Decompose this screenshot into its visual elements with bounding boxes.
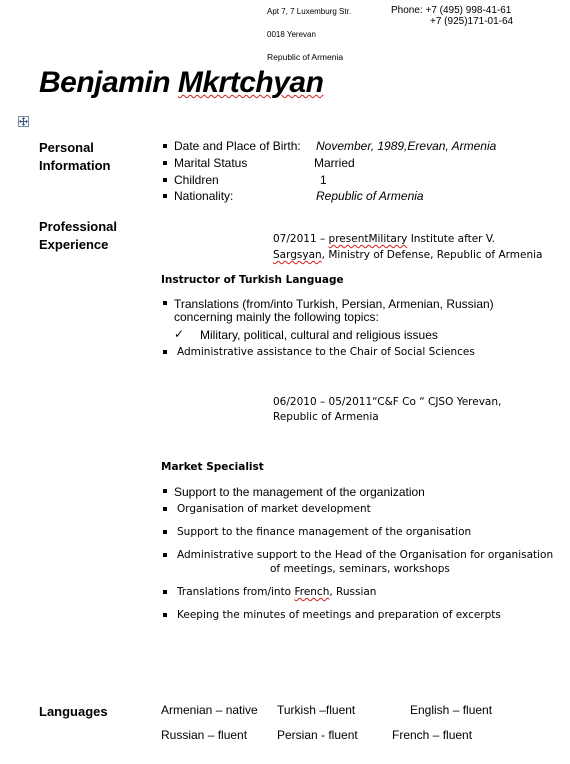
bullet-icon	[163, 489, 167, 493]
personal-value-birth: November, 1989,Erevan, Armenia	[316, 139, 497, 153]
personal-value-marital: Married	[314, 156, 355, 170]
bullet-icon	[163, 530, 167, 534]
bullet-icon	[163, 301, 167, 305]
language-turkish: Turkish –fluent	[277, 703, 356, 717]
job1-employer-name: Sargsyan	[273, 249, 322, 261]
language-armenian: Armenian – native	[161, 703, 258, 717]
move-handle-icon[interactable]	[18, 116, 29, 127]
bullet-icon	[163, 553, 167, 557]
experience-heading-line-1: Professional	[39, 219, 118, 234]
job2-bullet5-french: French	[294, 586, 330, 598]
bullet-icon	[163, 613, 167, 617]
job2-bullet4-line1: Administrative support to the Head of the Organisation for organisation	[177, 549, 554, 561]
language-french: French – fluent	[392, 728, 473, 742]
job1-bullet1-line1: Translations (from/into Turkish, Persian, Armenian, Russian)	[174, 297, 494, 311]
bullet-icon	[163, 194, 167, 198]
personal-label-children: Children	[174, 173, 219, 187]
bullet-icon	[163, 161, 167, 165]
bullet-icon	[163, 350, 167, 354]
personal-label-birth: Date and Place of Birth:	[174, 139, 301, 153]
job1-dates: 07/2011 –	[273, 233, 329, 245]
personal-label-marital: Marital Status	[174, 156, 248, 170]
bullet-icon	[163, 178, 167, 182]
job2-bullet6: Keeping the minutes of meetings and preparation of excerpts	[177, 609, 501, 621]
personal-info-heading	[39, 139, 111, 175]
language-russian: Russian – fluent	[161, 728, 248, 742]
job2-location: Republic of Armenia	[273, 411, 379, 423]
bullet-icon	[163, 144, 167, 148]
checkmark-icon: ✓	[174, 327, 185, 341]
job2-title: Market Specialist	[161, 461, 264, 473]
phone-line-1: Phone: +7 (495) 998-41-61	[391, 5, 512, 16]
job2-dates-employer: 06/2010 – 05/2011“C&F Co “ CJSO Yerevan,	[273, 396, 502, 408]
last-name: Mkrtchyan	[177, 66, 324, 99]
personal-value-nationality: Republic of Armenia	[316, 189, 424, 203]
job2-bullet3: Support to the finance management of the organisation	[177, 526, 472, 538]
candidate-name	[39, 66, 323, 100]
job2-bullet5-start: Translations from/into	[177, 586, 295, 598]
language-persian: Persian - fluent	[277, 728, 358, 742]
job1-bullet2: Administrative assistance to the Chair of Social Sciences	[177, 346, 475, 358]
job1-employer-start: Institute after V.	[407, 233, 495, 245]
first-name: Benjamin	[39, 66, 178, 99]
experience-heading	[39, 218, 117, 254]
bullet-icon	[163, 590, 167, 594]
job1-employer-rest: , Ministry of Defense, Republic of Armenia	[321, 249, 543, 261]
job1-employer	[273, 249, 542, 261]
job1-present: presentMilitary	[328, 233, 408, 245]
bullet-icon	[163, 507, 167, 511]
job1-dates-employer	[273, 233, 495, 245]
language-english: English – fluent	[410, 703, 493, 717]
job1-check-item: Military, political, cultural and religious issues	[200, 328, 438, 342]
languages-heading: Languages	[39, 704, 108, 719]
job2-bullet4-line2: of meetings, seminars, workshops	[270, 563, 450, 575]
experience-heading-line-2: Experience	[39, 237, 109, 252]
address-line-2: 0018 Yerevan	[267, 30, 316, 39]
personal-label-nationality: Nationality:	[174, 189, 234, 203]
job2-bullet1: Support to the management of the organization	[174, 485, 425, 499]
job2-bullet2: Organisation of market development	[177, 503, 371, 515]
job1-title: Instructor of Turkish Language	[161, 274, 344, 286]
job2-bullet5	[177, 586, 376, 598]
phone-line-2: +7 (925)171-01-64	[430, 16, 514, 27]
personal-heading-line-2: Information	[39, 158, 111, 173]
address-line-3: Republic of Armenia	[267, 52, 344, 62]
personal-heading-line-1: Personal	[39, 140, 94, 155]
personal-value-children: 1	[320, 173, 327, 187]
job2-bullet5-end: , Russian	[329, 586, 377, 598]
job1-bullet1-line2: concerning mainly the following topics:	[174, 310, 379, 324]
address-line-1: Apt 7, 7 Luxemburg Str.	[267, 7, 352, 16]
